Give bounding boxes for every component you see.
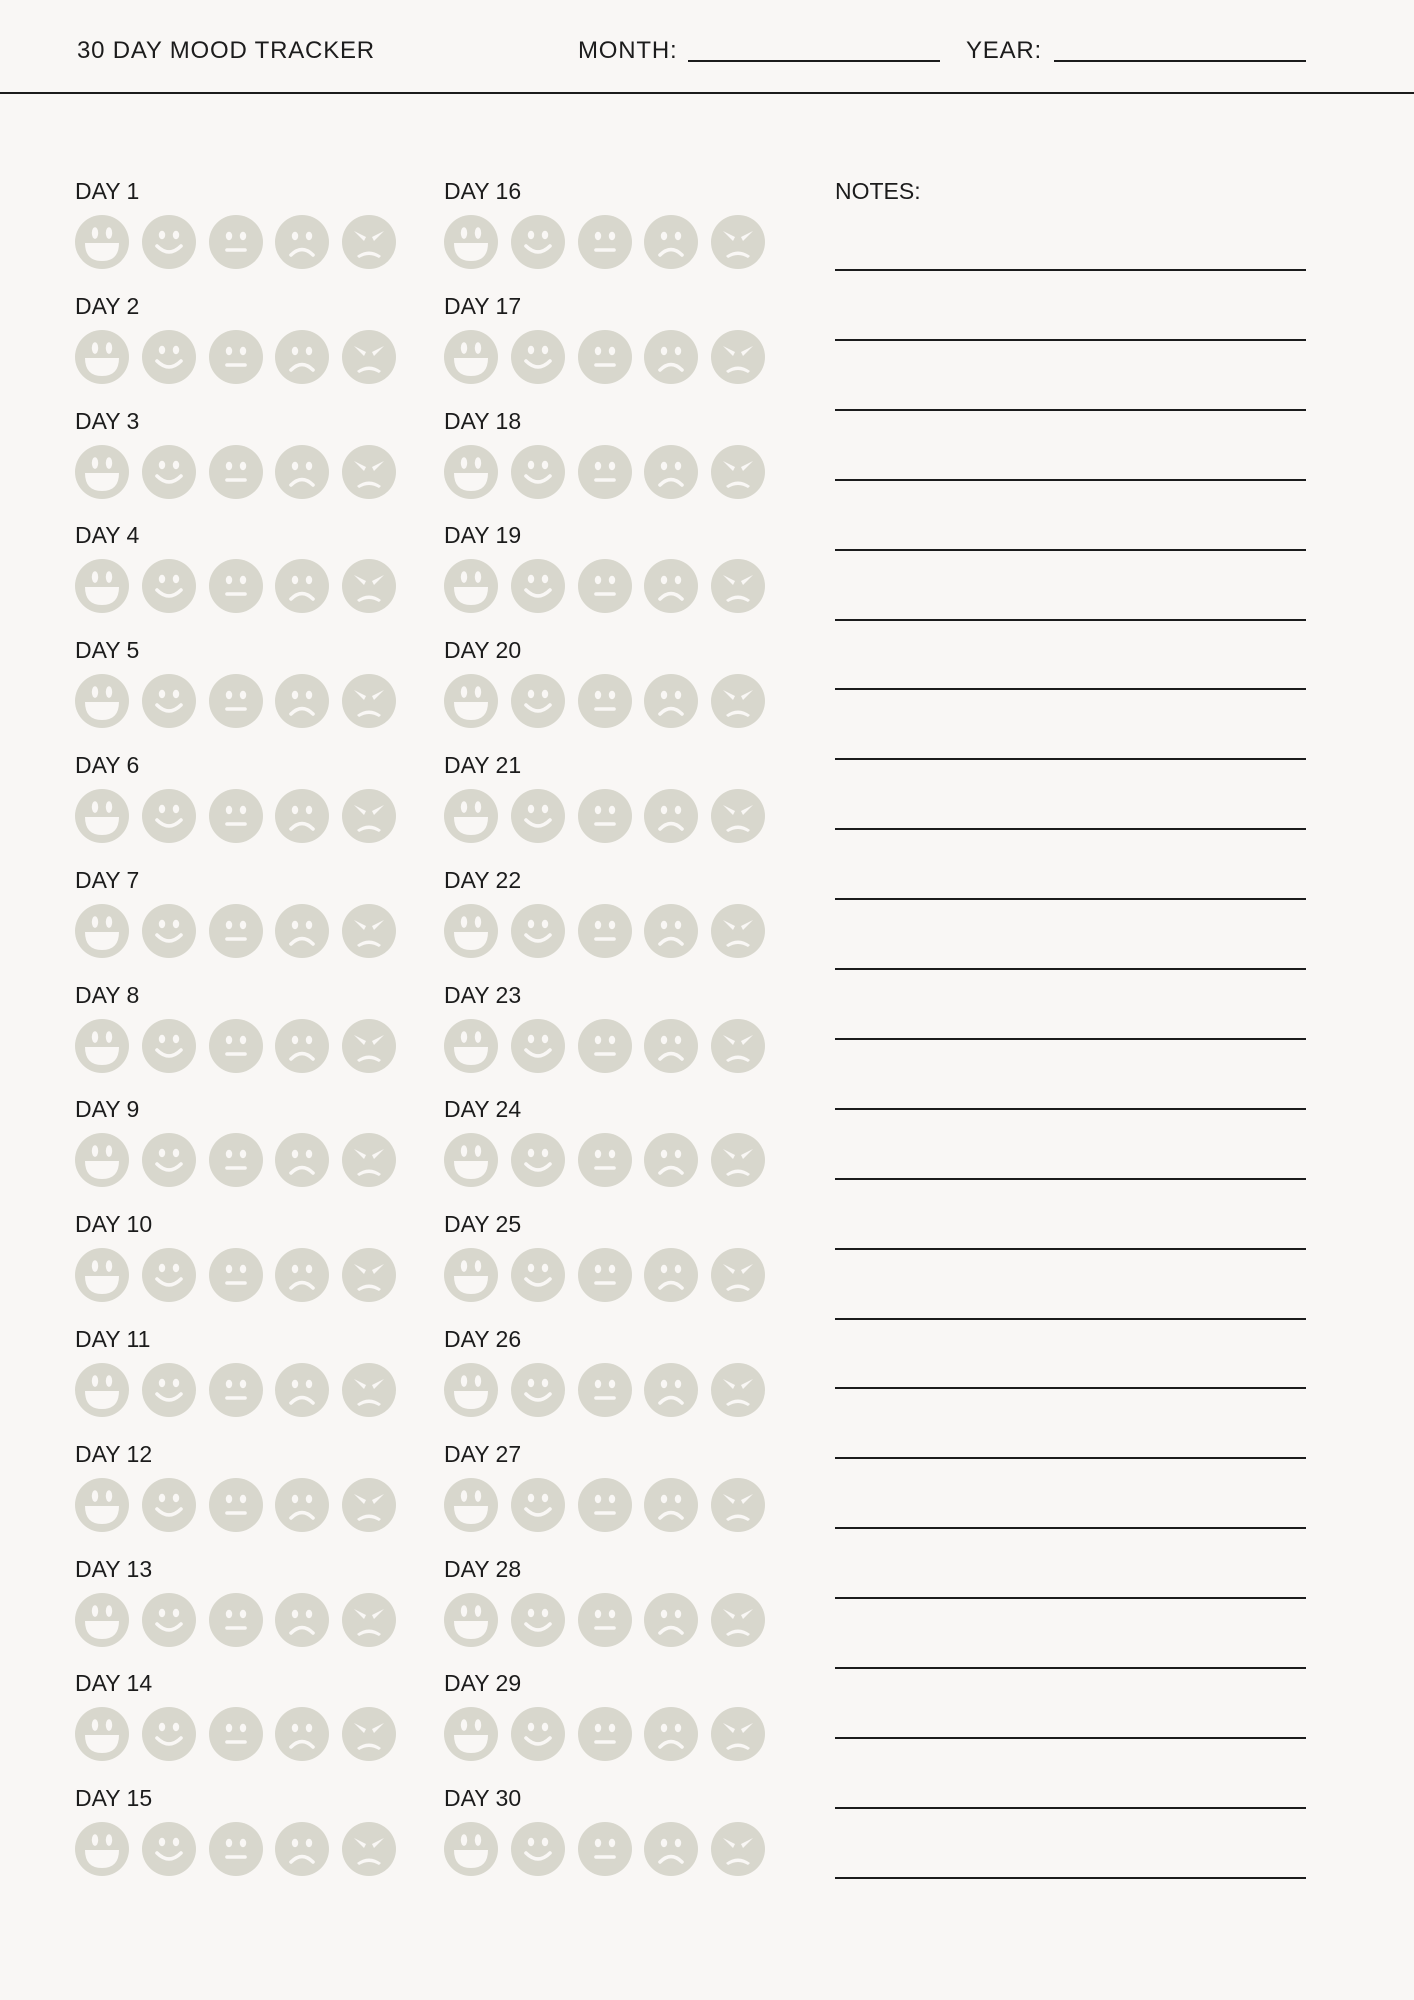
day-label: DAY 19	[444, 522, 522, 549]
mood-options	[444, 1593, 774, 1647]
sad-face-icon[interactable]	[644, 674, 698, 728]
day-block	[75, 1211, 415, 1311]
note-line[interactable]	[835, 269, 1306, 271]
neutral-face-icon[interactable]	[578, 789, 632, 843]
mood-options	[75, 330, 405, 384]
day-block	[75, 1556, 415, 1656]
day-label: DAY 17	[444, 292, 522, 319]
grinning-face-icon[interactable]	[75, 904, 129, 958]
neutral-face-icon[interactable]	[209, 1593, 263, 1647]
mood-options	[75, 1363, 405, 1417]
smiling-face-icon[interactable]	[142, 1478, 196, 1532]
grinning-face-icon[interactable]	[444, 1363, 498, 1417]
day-block	[444, 1211, 784, 1311]
day-label: DAY 23	[444, 981, 522, 1008]
day-block	[75, 408, 415, 508]
day-block	[444, 522, 784, 622]
angry-face-icon[interactable]	[711, 1019, 765, 1073]
smiling-face-icon[interactable]	[511, 1822, 565, 1876]
day-block	[75, 867, 415, 967]
smiling-face-icon[interactable]	[511, 789, 565, 843]
neutral-face-icon[interactable]	[578, 1248, 632, 1302]
smiling-face-icon[interactable]	[511, 1593, 565, 1647]
grinning-face-icon[interactable]	[75, 1707, 129, 1761]
day-label: DAY 29	[444, 1670, 522, 1697]
note-line[interactable]	[835, 688, 1306, 690]
mood-options	[444, 1707, 774, 1761]
grinning-face-icon[interactable]	[444, 1478, 498, 1532]
sad-face-icon[interactable]	[644, 330, 698, 384]
month-label: MONTH:	[578, 37, 678, 64]
note-line[interactable]	[835, 828, 1306, 830]
mood-options	[75, 1248, 405, 1302]
mood-options	[75, 445, 405, 499]
day-label: DAY 20	[444, 637, 522, 664]
note-line[interactable]	[835, 1318, 1306, 1320]
grinning-face-icon[interactable]	[444, 1593, 498, 1647]
grinning-face-icon[interactable]	[75, 1478, 129, 1532]
neutral-face-icon[interactable]	[209, 1133, 263, 1187]
mood-options	[75, 1478, 405, 1532]
smiling-face-icon[interactable]	[511, 1019, 565, 1073]
angry-face-icon[interactable]	[711, 559, 765, 613]
neutral-face-icon[interactable]	[578, 445, 632, 499]
neutral-face-icon[interactable]	[578, 330, 632, 384]
smiling-face-icon[interactable]	[142, 1707, 196, 1761]
smiling-face-icon[interactable]	[142, 1363, 196, 1417]
day-block	[75, 293, 415, 393]
mood-options	[75, 1593, 405, 1647]
day-block	[75, 1326, 415, 1426]
grinning-face-icon[interactable]	[75, 1822, 129, 1876]
angry-face-icon[interactable]	[342, 1248, 396, 1302]
angry-face-icon[interactable]	[342, 445, 396, 499]
angry-face-icon[interactable]	[711, 1363, 765, 1417]
smiling-face-icon[interactable]	[511, 215, 565, 269]
mood-options	[444, 674, 774, 728]
day-label: DAY 13	[75, 1555, 153, 1582]
sad-face-icon[interactable]	[275, 1133, 329, 1187]
angry-face-icon[interactable]	[342, 559, 396, 613]
sad-face-icon[interactable]	[644, 1133, 698, 1187]
mood-options	[75, 215, 405, 269]
mood-options	[444, 330, 774, 384]
neutral-face-icon[interactable]	[209, 789, 263, 843]
smiling-face-icon[interactable]	[511, 1248, 565, 1302]
smiling-face-icon[interactable]	[511, 1707, 565, 1761]
mood-options	[444, 215, 774, 269]
sad-face-icon[interactable]	[275, 789, 329, 843]
angry-face-icon[interactable]	[711, 1593, 765, 1647]
sad-face-icon[interactable]	[644, 215, 698, 269]
note-line[interactable]	[835, 479, 1306, 481]
grinning-face-icon[interactable]	[444, 674, 498, 728]
day-block	[75, 752, 415, 852]
grinning-face-icon[interactable]	[444, 789, 498, 843]
sad-face-icon[interactable]	[644, 1707, 698, 1761]
day-block	[444, 752, 784, 852]
angry-face-icon[interactable]	[342, 674, 396, 728]
sad-face-icon[interactable]	[275, 1593, 329, 1647]
neutral-face-icon[interactable]	[578, 1363, 632, 1417]
smiling-face-icon[interactable]	[511, 674, 565, 728]
neutral-face-icon[interactable]	[578, 674, 632, 728]
day-block	[444, 408, 784, 508]
angry-face-icon[interactable]	[342, 1019, 396, 1073]
mood-options	[444, 559, 774, 613]
year-label: YEAR:	[966, 37, 1043, 64]
day-label: DAY 12	[75, 1440, 153, 1467]
day-block	[444, 1670, 784, 1770]
sad-face-icon[interactable]	[275, 1363, 329, 1417]
day-label: DAY 25	[444, 1211, 522, 1238]
mood-options	[75, 559, 405, 613]
grinning-face-icon[interactable]	[444, 559, 498, 613]
smiling-face-icon[interactable]	[142, 1248, 196, 1302]
grinning-face-icon[interactable]	[75, 445, 129, 499]
month-field[interactable]	[688, 60, 940, 62]
day-label: DAY 9	[75, 1096, 140, 1123]
smiling-face-icon[interactable]	[142, 1822, 196, 1876]
smiling-face-icon[interactable]	[142, 330, 196, 384]
mood-options	[75, 1019, 405, 1073]
note-line[interactable]	[835, 1178, 1306, 1180]
note-line[interactable]	[835, 1877, 1306, 1879]
grinning-face-icon[interactable]	[75, 330, 129, 384]
note-line[interactable]	[835, 1038, 1306, 1040]
angry-face-icon[interactable]	[342, 330, 396, 384]
angry-face-icon[interactable]	[342, 1363, 396, 1417]
angry-face-icon[interactable]	[711, 904, 765, 958]
grinning-face-icon[interactable]	[444, 1822, 498, 1876]
day-label: DAY 16	[444, 178, 522, 204]
mood-options	[444, 1363, 774, 1417]
day-label: DAY 30	[444, 1785, 522, 1812]
angry-face-icon[interactable]	[342, 1133, 396, 1187]
sad-face-icon[interactable]	[275, 1019, 329, 1073]
day-label: DAY 10	[75, 1211, 153, 1238]
smiling-face-icon[interactable]	[511, 445, 565, 499]
neutral-face-icon[interactable]	[209, 1248, 263, 1302]
grinning-face-icon[interactable]	[444, 445, 498, 499]
grinning-face-icon[interactable]	[444, 215, 498, 269]
angry-face-icon[interactable]	[711, 445, 765, 499]
smiling-face-icon[interactable]	[511, 1478, 565, 1532]
angry-face-icon[interactable]	[711, 1248, 765, 1302]
day-block	[444, 1096, 784, 1196]
day-block	[444, 982, 784, 1082]
mood-options	[444, 1133, 774, 1187]
angry-face-icon[interactable]	[342, 1478, 396, 1532]
day-block	[75, 982, 415, 1082]
sad-face-icon[interactable]	[644, 1478, 698, 1532]
mood-options	[75, 1707, 405, 1761]
sad-face-icon[interactable]	[644, 1248, 698, 1302]
day-block	[444, 637, 784, 737]
smiling-face-icon[interactable]	[142, 215, 196, 269]
note-line[interactable]	[835, 898, 1306, 900]
page-header	[0, 0, 1414, 94]
sad-face-icon[interactable]	[644, 559, 698, 613]
neutral-face-icon[interactable]	[209, 1019, 263, 1073]
day-label: DAY 24	[444, 1096, 522, 1123]
sad-face-icon[interactable]	[644, 789, 698, 843]
neutral-face-icon[interactable]	[209, 1707, 263, 1761]
note-line[interactable]	[835, 1737, 1306, 1739]
sad-face-icon[interactable]	[275, 215, 329, 269]
grinning-face-icon[interactable]	[75, 674, 129, 728]
neutral-face-icon[interactable]	[578, 1707, 632, 1761]
neutral-face-icon[interactable]	[578, 215, 632, 269]
sad-face-icon[interactable]	[644, 1363, 698, 1417]
day-label: DAY 3	[75, 407, 140, 434]
grinning-face-icon[interactable]	[75, 1363, 129, 1417]
sad-face-icon[interactable]	[275, 330, 329, 384]
day-block	[75, 1441, 415, 1541]
angry-face-icon[interactable]	[342, 904, 396, 958]
notes-label: NOTES:	[835, 178, 921, 204]
day-label: DAY 5	[75, 637, 140, 664]
angry-face-icon[interactable]	[711, 1478, 765, 1532]
mood-options	[444, 445, 774, 499]
smiling-face-icon[interactable]	[142, 1019, 196, 1073]
neutral-face-icon[interactable]	[578, 1133, 632, 1187]
day-block	[75, 178, 415, 278]
note-line[interactable]	[835, 339, 1306, 341]
sad-face-icon[interactable]	[275, 674, 329, 728]
neutral-face-icon[interactable]	[209, 904, 263, 958]
neutral-face-icon[interactable]	[209, 1822, 263, 1876]
note-line[interactable]	[835, 1108, 1306, 1110]
day-block	[75, 522, 415, 622]
mood-options	[75, 674, 405, 728]
sad-face-icon[interactable]	[275, 445, 329, 499]
grinning-face-icon[interactable]	[444, 1133, 498, 1187]
angry-face-icon[interactable]	[342, 789, 396, 843]
grinning-face-icon[interactable]	[75, 1019, 129, 1073]
sad-face-icon[interactable]	[275, 559, 329, 613]
note-line[interactable]	[835, 758, 1306, 760]
mood-options	[75, 789, 405, 843]
angry-face-icon[interactable]	[711, 330, 765, 384]
sad-face-icon[interactable]	[644, 445, 698, 499]
day-block	[75, 1670, 415, 1770]
mood-options	[75, 1133, 405, 1187]
note-line[interactable]	[835, 409, 1306, 411]
angry-face-icon[interactable]	[342, 1822, 396, 1876]
note-line[interactable]	[835, 968, 1306, 970]
smiling-face-icon[interactable]	[142, 674, 196, 728]
grinning-face-icon[interactable]	[444, 1707, 498, 1761]
day-label: DAY 27	[444, 1440, 522, 1467]
smiling-face-icon[interactable]	[142, 559, 196, 613]
day-label: DAY 1	[75, 178, 140, 204]
day-block	[75, 1785, 415, 1885]
note-line[interactable]	[835, 1807, 1306, 1809]
neutral-face-icon[interactable]	[578, 904, 632, 958]
grinning-face-icon[interactable]	[75, 559, 129, 613]
grinning-face-icon[interactable]	[444, 1019, 498, 1073]
neutral-face-icon[interactable]	[209, 215, 263, 269]
smiling-face-icon[interactable]	[511, 559, 565, 613]
sad-face-icon[interactable]	[275, 1478, 329, 1532]
day-block	[444, 293, 784, 393]
mood-options	[75, 1822, 405, 1876]
year-field[interactable]	[1054, 60, 1306, 62]
smiling-face-icon[interactable]	[511, 330, 565, 384]
note-line[interactable]	[835, 1457, 1306, 1459]
grinning-face-icon[interactable]	[75, 1248, 129, 1302]
neutral-face-icon[interactable]	[578, 1822, 632, 1876]
mood-options	[444, 1248, 774, 1302]
day-block	[444, 1441, 784, 1541]
smiling-face-icon[interactable]	[142, 445, 196, 499]
angry-face-icon[interactable]	[342, 1593, 396, 1647]
smiling-face-icon[interactable]	[142, 789, 196, 843]
mood-options	[444, 789, 774, 843]
page-title: 30 DAY MOOD TRACKER	[77, 37, 375, 64]
angry-face-icon[interactable]	[342, 215, 396, 269]
smiling-face-icon[interactable]	[511, 1133, 565, 1187]
day-label: DAY 4	[75, 522, 140, 549]
neutral-face-icon[interactable]	[578, 1593, 632, 1647]
grinning-face-icon[interactable]	[75, 789, 129, 843]
mood-options	[444, 1019, 774, 1073]
day-block	[444, 1326, 784, 1426]
day-label: DAY 2	[75, 292, 140, 319]
day-label: DAY 21	[444, 752, 522, 778]
neutral-face-icon[interactable]	[209, 445, 263, 499]
neutral-face-icon[interactable]	[209, 559, 263, 613]
angry-face-icon[interactable]	[711, 789, 765, 843]
sad-face-icon[interactable]	[644, 1822, 698, 1876]
day-label: DAY 28	[444, 1555, 522, 1582]
note-line[interactable]	[835, 549, 1306, 551]
neutral-face-icon[interactable]	[209, 330, 263, 384]
angry-face-icon[interactable]	[711, 1822, 765, 1876]
day-block	[444, 178, 784, 278]
sad-face-icon[interactable]	[644, 1593, 698, 1647]
grinning-face-icon[interactable]	[75, 215, 129, 269]
note-line[interactable]	[835, 1248, 1306, 1250]
day-label: DAY 15	[75, 1785, 153, 1812]
day-label: DAY 11	[75, 1326, 151, 1352]
grinning-face-icon[interactable]	[444, 330, 498, 384]
grinning-face-icon[interactable]	[444, 1248, 498, 1302]
sad-face-icon[interactable]	[275, 1707, 329, 1761]
mood-options	[444, 1478, 774, 1532]
day-label: DAY 26	[444, 1326, 522, 1352]
neutral-face-icon[interactable]	[578, 1019, 632, 1073]
sad-face-icon[interactable]	[275, 904, 329, 958]
neutral-face-icon[interactable]	[209, 1478, 263, 1532]
mood-options	[75, 904, 405, 958]
day-block	[75, 1096, 415, 1196]
neutral-face-icon[interactable]	[209, 674, 263, 728]
day-label: DAY 8	[75, 981, 140, 1008]
day-label: DAY 6	[75, 752, 140, 778]
smiling-face-icon[interactable]	[142, 904, 196, 958]
grinning-face-icon[interactable]	[444, 904, 498, 958]
note-line[interactable]	[835, 1667, 1306, 1669]
neutral-face-icon[interactable]	[578, 559, 632, 613]
note-line[interactable]	[835, 619, 1306, 621]
sad-face-icon[interactable]	[275, 1822, 329, 1876]
smiling-face-icon[interactable]	[142, 1133, 196, 1187]
smiling-face-icon[interactable]	[511, 1363, 565, 1417]
day-label: DAY 14	[75, 1670, 153, 1697]
day-label: DAY 22	[444, 866, 522, 893]
angry-face-icon[interactable]	[711, 674, 765, 728]
smiling-face-icon[interactable]	[142, 1593, 196, 1647]
angry-face-icon[interactable]	[342, 1707, 396, 1761]
grinning-face-icon[interactable]	[75, 1133, 129, 1187]
sad-face-icon[interactable]	[644, 1019, 698, 1073]
day-label: DAY 18	[444, 407, 522, 434]
angry-face-icon[interactable]	[711, 1707, 765, 1761]
day-block	[75, 637, 415, 737]
note-line[interactable]	[835, 1387, 1306, 1389]
mood-options	[444, 1822, 774, 1876]
neutral-face-icon[interactable]	[209, 1363, 263, 1417]
angry-face-icon[interactable]	[711, 1133, 765, 1187]
angry-face-icon[interactable]	[711, 215, 765, 269]
neutral-face-icon[interactable]	[578, 1478, 632, 1532]
day-block	[444, 867, 784, 967]
note-line[interactable]	[835, 1597, 1306, 1599]
note-line[interactable]	[835, 1527, 1306, 1529]
smiling-face-icon[interactable]	[511, 904, 565, 958]
day-block	[444, 1556, 784, 1656]
mood-options	[444, 904, 774, 958]
grinning-face-icon[interactable]	[75, 1593, 129, 1647]
sad-face-icon[interactable]	[644, 904, 698, 958]
day-block	[444, 1785, 784, 1885]
sad-face-icon[interactable]	[275, 1248, 329, 1302]
day-label: DAY 7	[75, 866, 140, 893]
